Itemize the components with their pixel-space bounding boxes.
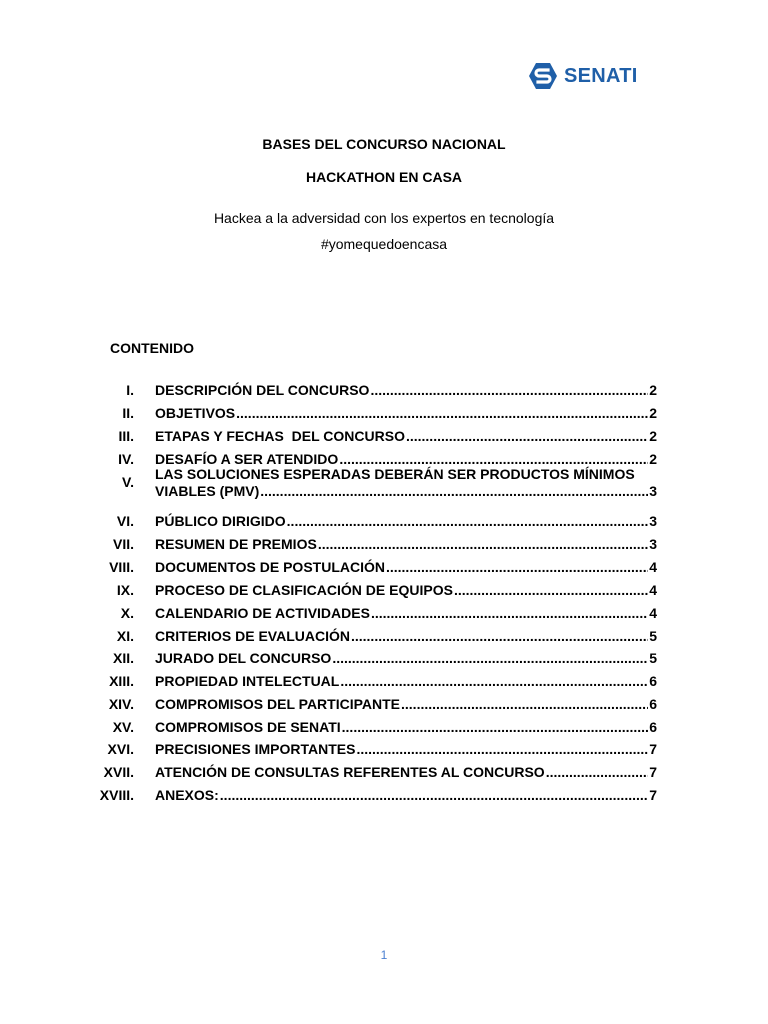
toc-item-page: 3	[649, 483, 657, 499]
toc-item-number: IX.	[116, 582, 134, 598]
toc-item-page: 2	[649, 428, 657, 444]
toc-item-title: DESCRIPCIÓN DEL CONCURSO	[155, 382, 370, 398]
toc-leader-dots	[454, 582, 648, 598]
toc-item-number: IV.	[118, 451, 134, 467]
toc-item[interactable]	[90, 673, 670, 689]
toc-item-title: PROCESO DE CLASIFICACIÓN DE EQUIPOS	[155, 582, 453, 598]
toc-item-title: CRITERIOS DE EVALUACIÓN	[155, 628, 350, 644]
toc-item[interactable]	[90, 696, 670, 712]
toc-item-number: XII.	[112, 650, 134, 666]
toc-item-number: X.	[120, 605, 134, 621]
document-title: BASES DEL CONCURSO NACIONAL	[262, 136, 506, 152]
toc-item-page: 7	[649, 787, 657, 803]
toc-leader-dots	[260, 483, 648, 499]
toc-item-number: V.	[122, 474, 134, 490]
toc-item-page: 4	[649, 605, 657, 621]
tagline: Hackea a la adversidad con los expertos en tecnología	[213, 210, 555, 226]
toc-leader-dots	[351, 628, 648, 644]
toc-item[interactable]	[90, 405, 670, 421]
toc-item-title: ANEXOS:	[155, 787, 219, 803]
toc-item-title: RESUMEN DE PREMIOS	[155, 536, 317, 552]
toc-item[interactable]	[90, 787, 670, 803]
toc-leader-dots	[339, 451, 648, 467]
toc-item[interactable]	[90, 764, 670, 780]
toc-item-title: COMPROMISOS DE SENATI	[155, 719, 341, 735]
toc-leader-dots	[236, 405, 648, 421]
toc-leader-dots	[220, 787, 648, 803]
toc-leader-dots	[342, 719, 649, 735]
toc-item-number: XVII.	[103, 764, 134, 780]
toc-item[interactable]	[90, 650, 670, 666]
toc-leader-dots	[340, 673, 648, 689]
toc-item-page: 7	[649, 741, 657, 757]
toc-item-page: 3	[649, 513, 657, 529]
toc-item[interactable]	[90, 382, 670, 398]
toc-item-title: DESAFÍO A SER ATENDIDO	[155, 451, 339, 467]
senati-logo	[528, 62, 638, 90]
toc-item[interactable]	[90, 605, 670, 621]
toc-item-page: 7	[649, 764, 657, 780]
toc-leader-dots	[332, 650, 648, 666]
toc-item-title-line2: VIABLES (PMV)	[155, 483, 260, 499]
senati-emblem-icon	[528, 62, 558, 90]
toc-item-number: XIV.	[108, 696, 134, 712]
toc-item-page: 3	[649, 536, 657, 552]
toc-item-title: ETAPAS Y FECHAS DEL CONCURSO	[155, 428, 405, 444]
toc-item-title: PÚBLICO DIRIGIDO	[155, 513, 286, 529]
document-subtitle: HACKATHON EN CASA	[305, 169, 463, 185]
toc-item-page: 2	[649, 382, 657, 398]
toc-item-page: 4	[649, 559, 657, 575]
toc-leader-dots	[546, 764, 649, 780]
toc-item-title: COMPROMISOS DEL PARTICIPANTE	[155, 696, 401, 712]
toc-item-title: PROPIEDAD INTELECTUAL	[155, 673, 340, 689]
toc-leader-dots	[318, 536, 648, 552]
toc-item-page: 6	[649, 696, 657, 712]
toc-item-number: VII.	[112, 536, 134, 552]
toc-item[interactable]	[90, 559, 670, 575]
toc-item-title: ATENCIÓN DE CONSULTAS REFERENTES AL CONCURSO	[155, 764, 545, 780]
toc-leader-dots	[371, 605, 648, 621]
toc-item-title: JURADO DEL CONCURSO	[155, 650, 332, 666]
toc-item[interactable]	[90, 741, 670, 757]
hashtag: #yomequedoencasa	[320, 236, 448, 252]
toc-leader-dots	[356, 741, 648, 757]
contents-heading: CONTENIDO	[110, 340, 194, 356]
toc-leader-dots	[401, 696, 648, 712]
toc-item[interactable]	[90, 451, 670, 467]
toc-item-page: 2	[649, 451, 657, 467]
toc-item-title: OBJETIVOS	[155, 405, 236, 421]
toc-item-page: 6	[649, 673, 657, 689]
toc-leader-dots	[406, 428, 648, 444]
toc-item[interactable]	[90, 466, 670, 499]
toc-item-number: XVIII.	[99, 787, 134, 803]
toc-leader-dots	[370, 382, 648, 398]
logo-text: SENATI	[564, 64, 638, 87]
toc-leader-dots	[386, 559, 648, 575]
toc-leader-dots	[287, 513, 649, 529]
toc-item[interactable]	[90, 719, 670, 735]
toc-item-title: PRECISIONES IMPORTANTES	[155, 741, 356, 757]
toc-item-number: II.	[122, 405, 134, 421]
toc-item-title: CALENDARIO DE ACTIVIDADES	[155, 605, 370, 621]
toc-item-page: 5	[649, 628, 657, 644]
toc-item-page: 5	[649, 650, 657, 666]
toc-item-number: XI.	[116, 628, 134, 644]
toc-item-number: XIII.	[109, 673, 134, 689]
toc-item-number: III.	[118, 428, 134, 444]
toc-item-number: XV.	[112, 719, 134, 735]
toc-item-title: DOCUMENTOS DE POSTULACIÓN	[155, 559, 385, 575]
toc-item[interactable]	[90, 513, 670, 529]
toc-item[interactable]	[90, 428, 670, 444]
toc-item[interactable]	[90, 582, 670, 598]
toc-item-number: VI.	[116, 513, 134, 529]
toc-item[interactable]	[90, 628, 670, 644]
toc-item-page: 6	[649, 719, 657, 735]
page-number: 1	[380, 948, 388, 962]
toc-item-page: 4	[649, 582, 657, 598]
toc-item-page: 2	[649, 405, 657, 421]
toc-item-number: XVI.	[107, 741, 134, 757]
toc-item[interactable]	[90, 536, 670, 552]
toc-item-number: I.	[126, 382, 134, 398]
toc-item-title-line1: LAS SOLUCIONES ESPERADAS DEBERÁN SER PRODUCTOS MÍNIMOS	[155, 466, 635, 482]
toc-item-number: VIII.	[109, 559, 134, 575]
